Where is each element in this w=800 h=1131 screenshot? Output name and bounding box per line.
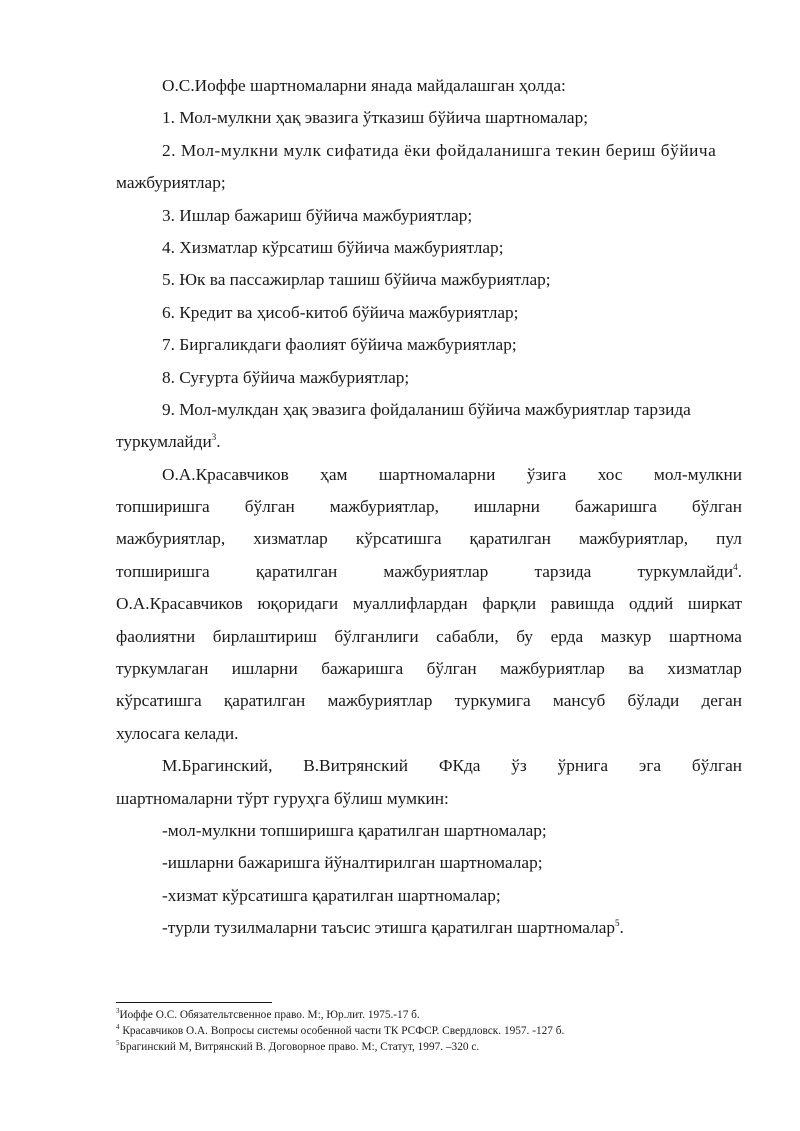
paragraph-2-line-7 bbox=[116, 653, 742, 685]
word: юқоридаги bbox=[257, 594, 339, 614]
word: бўлади bbox=[627, 691, 680, 711]
word: мажбуриятлар bbox=[327, 691, 433, 711]
word: топширишга bbox=[116, 497, 210, 517]
word: хос bbox=[597, 464, 623, 484]
word-with-ref bbox=[637, 556, 742, 588]
paragraph-2-line-6 bbox=[116, 621, 742, 653]
footnote-4 bbox=[116, 1024, 756, 1038]
word: ишларни bbox=[473, 497, 540, 517]
footnote-3-text: Иоффе О.С. Обязательтсвенное право. М:, Юр.лит. 1975.-17 б. bbox=[119, 1009, 420, 1021]
footnote-4-text: Красавчиков О.А. Вопросы системы особенной части ТК РСФСР. Свердловск. 1957. -127 б. bbox=[119, 1025, 565, 1037]
list-item-9: 9. Мол-мулкдан ҳақ эвазига фойдаланиш бўйича мажбуриятлар тарзида bbox=[162, 399, 691, 419]
word: пул bbox=[716, 529, 742, 549]
word: бўлган bbox=[691, 756, 742, 776]
word: бўлган bbox=[426, 659, 477, 679]
word: муаллифлардан bbox=[352, 594, 468, 614]
paragraph-2-line-1 bbox=[116, 459, 742, 491]
word: қаратилган bbox=[469, 529, 551, 549]
list-item-5: 5. Юк ва пассажирлар ташиш бўйича мажбуриятлар; bbox=[162, 270, 551, 290]
word: В.Витрянский bbox=[303, 756, 408, 776]
word: деган bbox=[701, 691, 742, 711]
footnote-ref-3: 3 bbox=[211, 432, 217, 443]
word: мажбуриятлар, bbox=[329, 497, 439, 517]
word: бўлган bbox=[691, 497, 742, 517]
list-item-7: 7. Биргаликдаги фаолият бўйича мажбуриятлар; bbox=[162, 335, 517, 355]
word: эга bbox=[638, 756, 662, 776]
word: бўлганлиги bbox=[334, 626, 419, 646]
list-item-6: 6. Кредит ва ҳисоб-китоб бўйича мажбуриятлар; bbox=[162, 302, 519, 322]
footnote-5 bbox=[116, 1040, 756, 1054]
word: равишда bbox=[550, 594, 615, 614]
word: туркумлайди bbox=[637, 561, 734, 581]
footnote-5-num: 5 bbox=[116, 1039, 120, 1048]
dash-item-1: -мол-мулкни топширишга қаратилган шартномалар; bbox=[162, 820, 547, 840]
word: мажбуриятлар bbox=[383, 561, 489, 581]
dash-item-4 bbox=[116, 912, 742, 944]
word: шартномаларни bbox=[378, 464, 496, 484]
dash-item-2: -ишларни бажаришга йўналтирилган шартномалар; bbox=[162, 853, 543, 873]
paragraph-3-line-1 bbox=[116, 750, 742, 782]
footnote-5-text: Брагинский М, Витрянский В. Договорное право. М:, Статут, 1997. –320 с. bbox=[119, 1041, 480, 1053]
word: мажбуриятлар, bbox=[578, 529, 689, 549]
list-item-9-end: туркумлайди bbox=[116, 432, 212, 452]
word: туркумига bbox=[454, 691, 531, 711]
word: М.Брагинский, bbox=[162, 756, 273, 776]
word: мажбуриятлар, bbox=[116, 529, 226, 549]
word: ва bbox=[628, 659, 644, 679]
footnote-4-num: 4 bbox=[116, 1023, 120, 1032]
word: хизматлар bbox=[667, 659, 742, 679]
paragraph-2-line-4 bbox=[116, 556, 742, 588]
word: ФКда bbox=[438, 756, 481, 776]
word: ўрнига bbox=[557, 756, 609, 776]
word: хизматлар bbox=[253, 529, 328, 549]
list-item-2 bbox=[116, 135, 742, 167]
word: бўлган bbox=[244, 497, 295, 517]
period: . bbox=[216, 432, 221, 452]
paragraph-2-line-3 bbox=[116, 523, 742, 555]
word: мазкур bbox=[600, 626, 652, 646]
list-item-2-cont: мажбуриятлар; bbox=[116, 173, 226, 193]
word: топширишга bbox=[116, 561, 210, 581]
word: ўзига bbox=[526, 464, 567, 484]
word: бу bbox=[516, 626, 534, 646]
period-2: . bbox=[619, 918, 624, 938]
word: тарзида bbox=[534, 561, 592, 581]
word: мансуб bbox=[552, 691, 606, 711]
word: туркумлаган bbox=[116, 659, 209, 679]
paragraph-2-line-2 bbox=[116, 491, 742, 523]
word: ширкат bbox=[687, 594, 742, 614]
footnote-3-num: 3 bbox=[116, 1007, 120, 1016]
footnote-separator bbox=[116, 1002, 272, 1003]
footnote-3 bbox=[116, 1008, 756, 1022]
list-item-4: 4. Хизматлар кўрсатиш бўйича мажбуриятлар; bbox=[162, 237, 504, 257]
paragraph-3-line-2: шартномаларни тўрт гуруҳга бўлиш мумкин: bbox=[116, 788, 449, 808]
word: ерда bbox=[550, 626, 584, 646]
word: О.А.Красавчиков bbox=[162, 464, 289, 484]
word: ўз bbox=[511, 756, 527, 776]
word: мажбуриятлар bbox=[500, 659, 605, 679]
word: бажаришга bbox=[574, 497, 657, 517]
list-item-8: 8. Суғурта бўйича мажбуриятлар; bbox=[162, 367, 410, 387]
list-item-9-cont bbox=[116, 426, 742, 458]
word: бирлаштириш bbox=[212, 626, 317, 646]
word: О.А.Красавчиков bbox=[116, 594, 243, 614]
word: кўрсатишга bbox=[355, 529, 442, 549]
word: қаратилган bbox=[223, 691, 306, 711]
footnote-ref-5: 5 bbox=[615, 918, 620, 929]
paragraph-2-line-5 bbox=[116, 588, 742, 620]
list-item-1: 1. Мол-мулкни ҳақ эвазига ўтказиш бўйича шартномалар; bbox=[162, 108, 589, 128]
period: . bbox=[737, 561, 742, 581]
word: фарқли bbox=[482, 594, 537, 614]
paragraph-2-line-9: хулосага келади. bbox=[116, 723, 239, 743]
list-item-3: 3. Ишлар бажариш бўйича мажбуриятлар; bbox=[162, 205, 473, 225]
word: оддий bbox=[628, 594, 674, 614]
dash-item-4-text: -турли тузилмаларни таъсис этишга қаратилган шартномалар bbox=[162, 918, 616, 938]
list-item-2-text: 2. Мол-мулкни мулк сифатида ёки фойдаланишга текин бериш бўйича bbox=[162, 140, 717, 160]
word: бажаришга bbox=[321, 659, 404, 679]
word: кўрсатишга bbox=[116, 691, 202, 711]
intro-line: О.С.Иоффе шартномаларни янада майдалашган ҳолда: bbox=[162, 76, 566, 95]
word: ҳам bbox=[320, 464, 348, 484]
word: сабабли, bbox=[436, 626, 499, 646]
document-body bbox=[116, 70, 742, 945]
word: шартнома bbox=[668, 626, 742, 646]
paragraph-2-line-8 bbox=[116, 685, 742, 717]
footnote-ref-4: 4 bbox=[733, 562, 738, 573]
dash-item-3: -хизмат кўрсатишга қаратилган шартномалар; bbox=[162, 885, 501, 905]
word: фаолиятни bbox=[116, 626, 196, 646]
word: қаратилган bbox=[255, 561, 338, 581]
word: мол-мулкни bbox=[653, 464, 742, 484]
word: ишларни bbox=[231, 659, 298, 679]
